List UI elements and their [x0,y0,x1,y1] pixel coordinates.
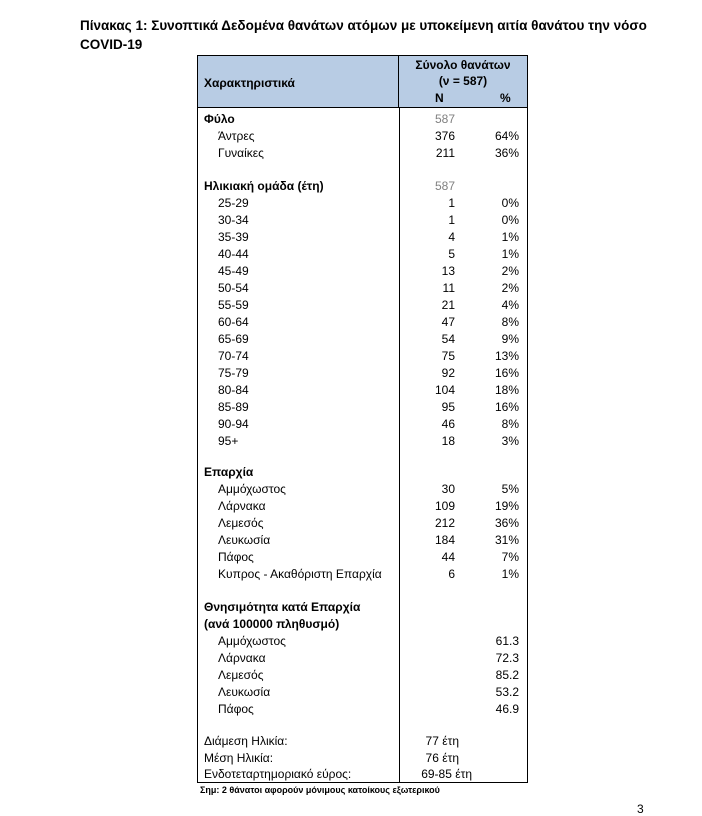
row-label: 65-69 [218,332,249,346]
table-row [198,416,527,433]
table-row [198,246,527,263]
table-row [198,297,527,314]
header-divider [198,107,527,108]
section-district [198,464,527,481]
table-row [198,667,527,684]
table-row [198,532,527,549]
row-pct: 36% [494,516,519,530]
table-row [198,382,527,399]
row-label: 85-89 [218,400,249,414]
table-row [198,633,527,650]
row-pct: 5% [501,482,519,496]
section-label: Επαρχία [204,465,254,479]
row-label: 55-59 [218,298,249,312]
row-pct: 4% [501,298,519,312]
row-pct: 7% [501,550,519,564]
table-row [198,365,527,382]
row-label: Λευκωσία [218,685,271,699]
table-row [198,498,527,515]
section-age [198,178,527,195]
row-label: 45-49 [218,264,249,278]
section-sex [198,111,527,128]
row-label: 95+ [218,434,239,448]
row-n: 184 [434,533,455,547]
header-total-line1: Σύνολο θανάτων [415,58,511,72]
section-label-line1: Θνησιμότητα κατά Επαρχία [204,600,361,614]
row-n: 376 [434,129,455,143]
row-n: 5 [448,247,455,261]
section-label: Φύλο [204,112,235,126]
row-label: Αμμόχωστος [218,482,286,496]
table-row [198,229,527,246]
table-row [198,433,527,450]
row-label: Λάρνακα [218,499,266,513]
row-label: Γυναίκες [218,146,264,160]
table-row [198,566,527,583]
row-pct: 9% [501,332,519,346]
header-characteristics-cell [198,56,399,108]
page-number: 3 [637,802,644,816]
row-n: 4 [448,230,455,244]
row-pct: 31% [494,533,519,547]
row-n: 47 [441,315,455,329]
row-label: 70-74 [218,349,249,363]
row-n: 46 [441,417,455,431]
row-rate: 61.3 [495,634,519,648]
row-label: 40-44 [218,247,249,261]
footnote: Σημ: 2 θάνατοι αφορούν μόνιμους κατοίκους εξωτερικού [200,785,440,795]
row-label: 75-79 [218,366,249,380]
row-n: 18 [441,434,455,448]
stat-value: 69-85 έτη [421,767,472,781]
row-label: Λεμεσός [218,516,264,530]
table-row [198,399,527,416]
row-pct: 1% [501,247,519,261]
row-pct: 19% [494,499,519,513]
row-n: 6 [448,567,455,581]
table-row [198,314,527,331]
section-label-line2: (ανά 100000 πληθυσμό) [204,617,340,631]
row-label: 90-94 [218,417,249,431]
section-label: Ηλικιακή ομάδα (έτη) [204,179,324,193]
summary-table [197,55,528,783]
row-label: 25-29 [218,196,249,210]
row-label: 60-64 [218,315,249,329]
table-row [198,212,527,229]
table-row [198,331,527,348]
row-pct: 3% [501,434,519,448]
table-row [198,145,527,162]
row-pct: 16% [494,366,519,380]
row-label: 50-54 [218,281,249,295]
row-label: Άντρες [218,129,255,143]
row-n: 212 [434,516,455,530]
stat-value: 77 έτη [425,734,459,748]
row-rate: 46.9 [495,702,519,716]
section-total: 587 [434,179,455,193]
stat-row [198,766,527,783]
row-pct: 1% [501,567,519,581]
row-pct: 13% [494,349,519,363]
row-label: 35-39 [218,230,249,244]
stat-row [198,733,527,750]
section-total: 587 [434,112,455,126]
stat-label: Ενδοτεταρτημοριακό εύρος: [204,767,352,781]
table-row [198,263,527,280]
row-rate: 85.2 [495,668,519,682]
stat-label: Διάμεση Ηλικία: [204,734,288,748]
row-label: Λευκωσία [218,533,271,547]
row-n: 92 [441,366,455,380]
table-header [198,56,527,108]
header-total-line2: (ν = 587) [438,74,488,88]
table-row [198,481,527,498]
row-label: Λεμεσός [218,668,264,682]
row-rate: 53.2 [495,685,519,699]
row-pct: 2% [501,281,519,295]
table-row [198,348,527,365]
table-row [198,701,527,718]
row-pct: 0% [501,196,519,210]
row-n: 11 [442,281,455,295]
section-mortality-sub [198,616,527,633]
stat-value: 76 έτη [425,751,459,765]
table-row [198,195,527,212]
row-pct: 18% [494,383,519,397]
table-row [198,280,527,297]
header-total-cell [399,56,527,108]
row-label: Αμμόχωστος [218,634,286,648]
stat-row [198,750,527,767]
row-n: 104 [434,383,455,397]
row-pct: 0% [501,213,519,227]
table-row [198,549,527,566]
row-n: 21 [441,298,455,312]
table-row [198,650,527,667]
header-characteristics: Χαρακτηριστικά [204,76,295,90]
table-row [198,684,527,701]
row-n: 109 [434,499,455,513]
row-n: 30 [441,482,455,496]
row-label: Πάφος [218,550,254,564]
row-n: 1 [448,196,455,210]
row-rate: 72.3 [495,651,519,665]
row-n: 13 [441,264,455,278]
row-pct: 1% [501,230,519,244]
row-n: 211 [435,146,455,160]
table-row [198,128,527,145]
row-label: Λάρνακα [218,651,266,665]
row-n: 1 [448,213,455,227]
row-n: 75 [441,349,455,363]
row-label: 30-34 [218,213,249,227]
row-label: Πάφος [218,702,254,716]
row-pct: 36% [494,146,519,160]
row-label: 80-84 [218,383,249,397]
row-label: Κυπρος - Ακαθόριστη Επαρχία [218,567,382,581]
row-pct: 16% [494,400,519,414]
row-n: 44 [441,550,455,564]
row-pct: 2% [501,264,519,278]
table-title: Πίνακας 1: Συνοπτικά Δεδομένα θανάτων ατόμων με υποκείμενη αιτία θανάτου την νόσο COVID-19 [80,18,647,52]
header-col-n: N [435,91,444,105]
row-n: 95 [441,400,455,414]
stat-label: Μέση Ηλικία: [204,751,274,765]
table-row [198,515,527,532]
row-pct: 8% [501,315,519,329]
row-pct: 8% [501,417,519,431]
row-n: 54 [441,332,455,346]
header-col-pct: % [500,91,511,105]
section-mortality [198,599,527,616]
row-pct: 64% [494,129,519,143]
